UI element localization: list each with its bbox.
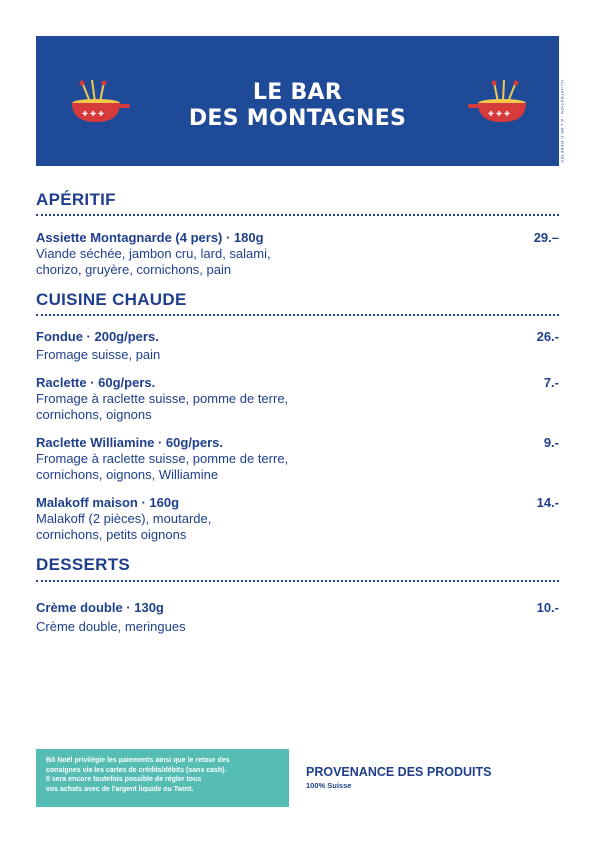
item-description-line: cornichons, petits oignons [36, 526, 187, 542]
item-price: 14.- [536, 495, 559, 510]
origin-value: 100% Suisse [306, 781, 352, 790]
section-title-aperitif: APÉRITIF [36, 190, 116, 209]
item-description-line: Fromage à raclette suisse, pomme de terre, [36, 391, 289, 406]
item-description-line: chorizo, gruyère, cornichons, pain [36, 261, 232, 277]
item-description [36, 391, 366, 422]
section-divider [36, 580, 559, 582]
menu-item [36, 495, 559, 542]
item-name: Crème double · 130g [36, 600, 164, 615]
item-description-line: cornichons, oignons, Williamine [36, 466, 219, 482]
section-title-desserts: DESSERTS [36, 555, 131, 574]
title-line-2: DES MONTAGNES [188, 106, 407, 131]
item-price: 7.- [543, 375, 559, 390]
item-description [36, 451, 366, 482]
payment-notice-line: Bô Noël privilégie les paiements ainsi que le retour des [46, 757, 230, 764]
item-description-line: Malakoff (2 pièces), moutarde, [36, 511, 212, 526]
item-description [36, 511, 366, 542]
item-description [36, 246, 366, 277]
payment-notice-line: vos achats avec de l'argent liquide ou Twint. [46, 785, 194, 793]
svg-text:✚ ✚ ✚: ✚ ✚ ✚ [488, 110, 511, 118]
menu-item [36, 435, 559, 482]
section-divider [36, 314, 559, 316]
menu-item [36, 329, 559, 363]
item-price: 10.- [536, 600, 559, 615]
item-name: Assiette Montagnarde (4 pers) · 180g [36, 230, 264, 245]
item-price: 29.– [533, 230, 559, 245]
item-description-line: Fromage à raclette suisse, pomme de terre, [36, 451, 289, 466]
item-name: Malakoff maison · 160g [36, 495, 180, 510]
payment-notice [36, 749, 289, 807]
page-title [36, 80, 559, 132]
item-description [36, 347, 366, 363]
item-description-line: cornichons, oignons [36, 406, 152, 422]
menu-item [36, 230, 559, 277]
item-description-line: Fromage suisse, pain [36, 347, 161, 362]
svg-text:✚ ✚ ✚: ✚ ✚ ✚ [82, 110, 105, 118]
item-name: Raclette Williamine · 60g/pers. [36, 435, 224, 450]
menu-item [36, 375, 559, 422]
item-description [36, 619, 366, 635]
item-name: Raclette · 60g/pers. [36, 375, 156, 390]
item-name: Fondue · 200g/pers. [36, 329, 159, 344]
header-banner [36, 36, 559, 166]
illustration-credit: ILLUSTRATION : A.L.BE.C.REBETEZ [560, 80, 565, 163]
item-description-line: Viande séchée, jambon cru, lard, salami, [36, 246, 271, 261]
origin-title: PROVENANCE DES PRODUITS [306, 765, 492, 779]
menu-item [36, 600, 559, 635]
payment-notice-line: Il sera encore toutefois possible de régler tous [46, 776, 202, 783]
section-title-cuisine-chaude: CUISINE CHAUDE [36, 290, 187, 309]
payment-notice-line: consignes via les cartes de crédits/débits (sans cash). [46, 766, 227, 774]
section-divider [36, 214, 559, 216]
item-price: 9.- [543, 435, 559, 450]
title-line-1: LE BAR [252, 80, 343, 105]
item-price: 26.- [536, 329, 559, 344]
item-description-line: Crème double, meringues [36, 619, 186, 634]
